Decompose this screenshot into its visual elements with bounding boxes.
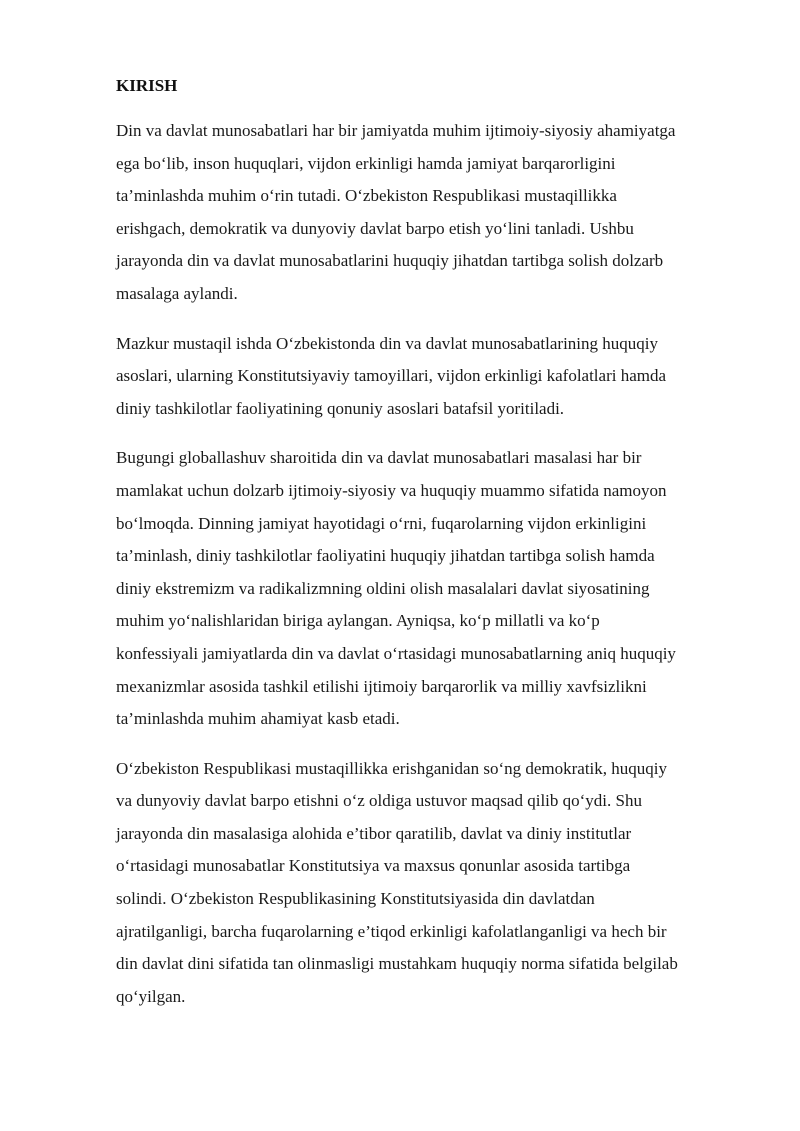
text-line: muhim yo‘nalishlaridan biriga aylangan. Ayniqsa, ko‘p millatli va ko‘p xyxy=(116,611,600,631)
text-line: asoslari, ularning Konstitutsiyaviy tamoyillari, vijdon erkinligi kafolatlari hamda xyxy=(116,366,667,386)
text-line: mamlakat uchun dolzarb ijtimoiy-siyosiy va huquqiy muammo sifatida namoyon xyxy=(116,480,667,500)
text-line: qo‘yilgan. xyxy=(116,986,186,1006)
text-line: o‘rtasidagi munosabatlar Konstitutsiya va maxsus qonunlar asosida tartibga xyxy=(116,856,631,876)
paragraph-3 xyxy=(116,442,744,735)
text-line: bo‘lmoqda. Dinning jamiyat hayotidagi o‘rni, fuqarolarning vijdon erkinligini xyxy=(116,513,647,533)
text-line: ega bo‘lib, inson huquqlari, vijdon erkinligi hamda jamiyat barqarorligini xyxy=(116,153,616,173)
text-line: ajratilganligi, barcha fuqarolarning e’tiqod erkinligi kafolatlanganligi va hech bir xyxy=(116,921,667,941)
text-line: ta’minlash, diniy tashkilotlar faoliyatini huquqiy jihatdan tartibga solish hamda xyxy=(116,546,655,566)
text-line: mexanizmlar asosida tashkil etilishi ijtimoiy barqarorlik va milliy xavfsizlikni xyxy=(116,676,647,696)
section-heading: KIRISH xyxy=(116,76,178,95)
text-line: Din va davlat munosabatlari har bir jamiyatda muhim ijtimoiy-siyosiy ahamiyatga xyxy=(116,121,676,140)
text-line: erishgach, demokratik va dunyoviy davlat barpo etish yo‘lini tanladi. Ushbu xyxy=(116,218,634,238)
text-line: ta’minlashda muhim ahamiyat kasb etadi. xyxy=(116,709,400,729)
text-line: jarayonda din va davlat munosabatlarini huquqiy jihatdan tartibga solish dolzarb xyxy=(116,251,664,271)
text-line: din davlat dini sifatida tan olinmasligi mustahkam huquqiy norma sifatida belgilab xyxy=(116,954,678,974)
text-line: konfessiyali jamiyatlarda din va davlat o‘rtasidagi munosabatlarning aniq huquqiy xyxy=(116,643,676,663)
text-line: Mazkur mustaqil ishda O‘zbekistonda din va davlat munosabatlarining huquqiy xyxy=(116,333,658,353)
paragraph-2 xyxy=(116,328,744,426)
text-line: diniy ekstremizm va radikalizmning oldini olish masalalari davlat siyosatining xyxy=(116,578,650,598)
text-line: jarayonda din masalasiga alohida e’tibor qaratilib, davlat va diniy institutlar xyxy=(116,823,632,843)
text-line: va dunyoviy davlat barpo etishni o‘z oldiga ustuvor maqsad qilib qo‘ydi. Shu xyxy=(116,791,642,811)
text-line: Bugungi globallashuv sharoitida din va davlat munosabatlari masalasi har bir xyxy=(116,448,642,468)
text-line: diniy tashkilotlar faoliyatining qonuniy asoslari batafsil yoritiladi. xyxy=(116,398,565,418)
document-page xyxy=(116,74,744,1030)
paragraph-1 xyxy=(116,115,744,311)
paragraph-4 xyxy=(116,753,744,1014)
text-line: O‘zbekiston Respublikasi mustaqillikka erishganidan so‘ng demokratik, huquqiy xyxy=(116,758,667,778)
text-line: masalaga aylandi. xyxy=(116,283,238,303)
text-line: ta’minlashda muhim o‘rin tutadi. O‘zbekiston Respublikasi mustaqillikka xyxy=(116,186,617,206)
text-line: solindi. O‘zbekiston Respublikasining Konstitutsiyasida din davlatdan xyxy=(116,889,595,909)
